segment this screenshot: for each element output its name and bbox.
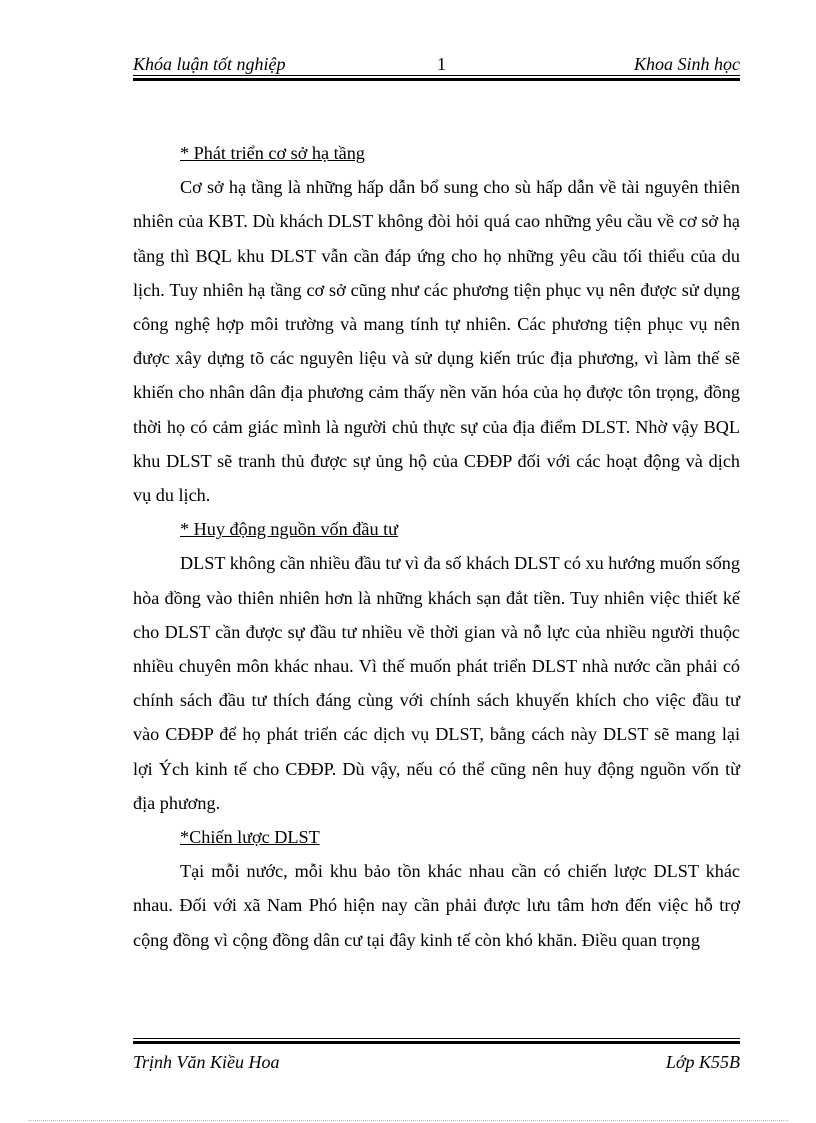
document-body: [133, 136, 740, 957]
page-number: 1: [437, 54, 446, 74]
section-paragraph: Tại mỗi nước, mỗi khu bảo tồn khác nhau cần có chiến lược DLST khác nhau. Đối với xã Nam Phó hiện nay cần phải được lưu tâm hơn đến việc hỗ trợ cộng đồng vì cộng đồng dân cư tại đây kinh tế còn khó khăn. Điều quan trọng: [133, 861, 740, 950]
header-rule: [133, 75, 740, 81]
page-footer: [133, 1048, 740, 1076]
section-heading: * Phát triển cơ sở hạ tầng: [180, 143, 365, 163]
page-edge-divider: [28, 1120, 788, 1121]
section-paragraph: Cơ sở hạ tầng là những hấp dẫn bổ sung cho sù hấp dẫn về tài nguyên thiên nhiên của KBT. Dù khách DLST không đòi hỏi quá cao những yêu cầu về cơ sở hạ tầng thì BQL khu DLST vẫn cần đáp ứng cho họ những yêu cầu tối thiểu của du lịch. Tuy nhiên hạ tầng cơ sở cũng như các phương tiện phục vụ nên được sử dụng công nghệ hợp môi trường và mang tính tự nhiên. Các phương tiện phục vụ nên được xây dựng tõ các nguyên liệu và sử dụng kiến trúc địa phương, vì làm thế sẽ khiến cho nhân dân địa phương cảm thấy nền văn hóa của họ được tôn trọng, đồng thời họ có cảm giác mình là người chủ thực sự của địa điểm DLST. Nhờ vậy BQL khu DLST sẽ tranh thủ được sự ủng hộ của CĐĐP đối với các hoạt động và dịch vụ du lịch.: [133, 177, 740, 506]
page-header: [133, 50, 740, 78]
footer-rule: [133, 1038, 740, 1044]
section-heading: *Chiến lược DLST: [180, 827, 320, 848]
section-heading: * Huy động nguồn vốn đầu tư: [180, 519, 398, 540]
section-paragraph: DLST không cần nhiều đầu tư vì đa số khách DLST có xu hướng muốn sống hòa đồng vào thiên nhiên hơn là những khách sạn đắt tiền. Tuy nhiên việc thiết kế cho DLST cần được sự đầu tư nhiều về thời gian và nỗ lực của nhiều người thuộc nhiều chuyên môn khác nhau. Vì thế muốn phát triển DLST nhà nước cần phải có chính sách đầu tư thích đáng cùng với chính sách khuyến khích cho việc đầu tư vào CĐĐP để họ phát triển các dịch vụ DLST, bằng cách này DLST sẽ mang lại lợi Ých kinh tế cho CĐĐP. Dù vậy, nếu có thể cũng nên huy động nguồn vốn từ địa phương.: [133, 553, 740, 813]
footer-author: Trịnh Văn Kiều Hoa: [133, 1052, 280, 1072]
footer-class: Lớp K55B: [665, 1052, 740, 1072]
header-thesis-label: Khóa luận tốt nghiệp: [133, 54, 286, 74]
header-faculty-label: Khoa Sinh học: [634, 54, 740, 74]
